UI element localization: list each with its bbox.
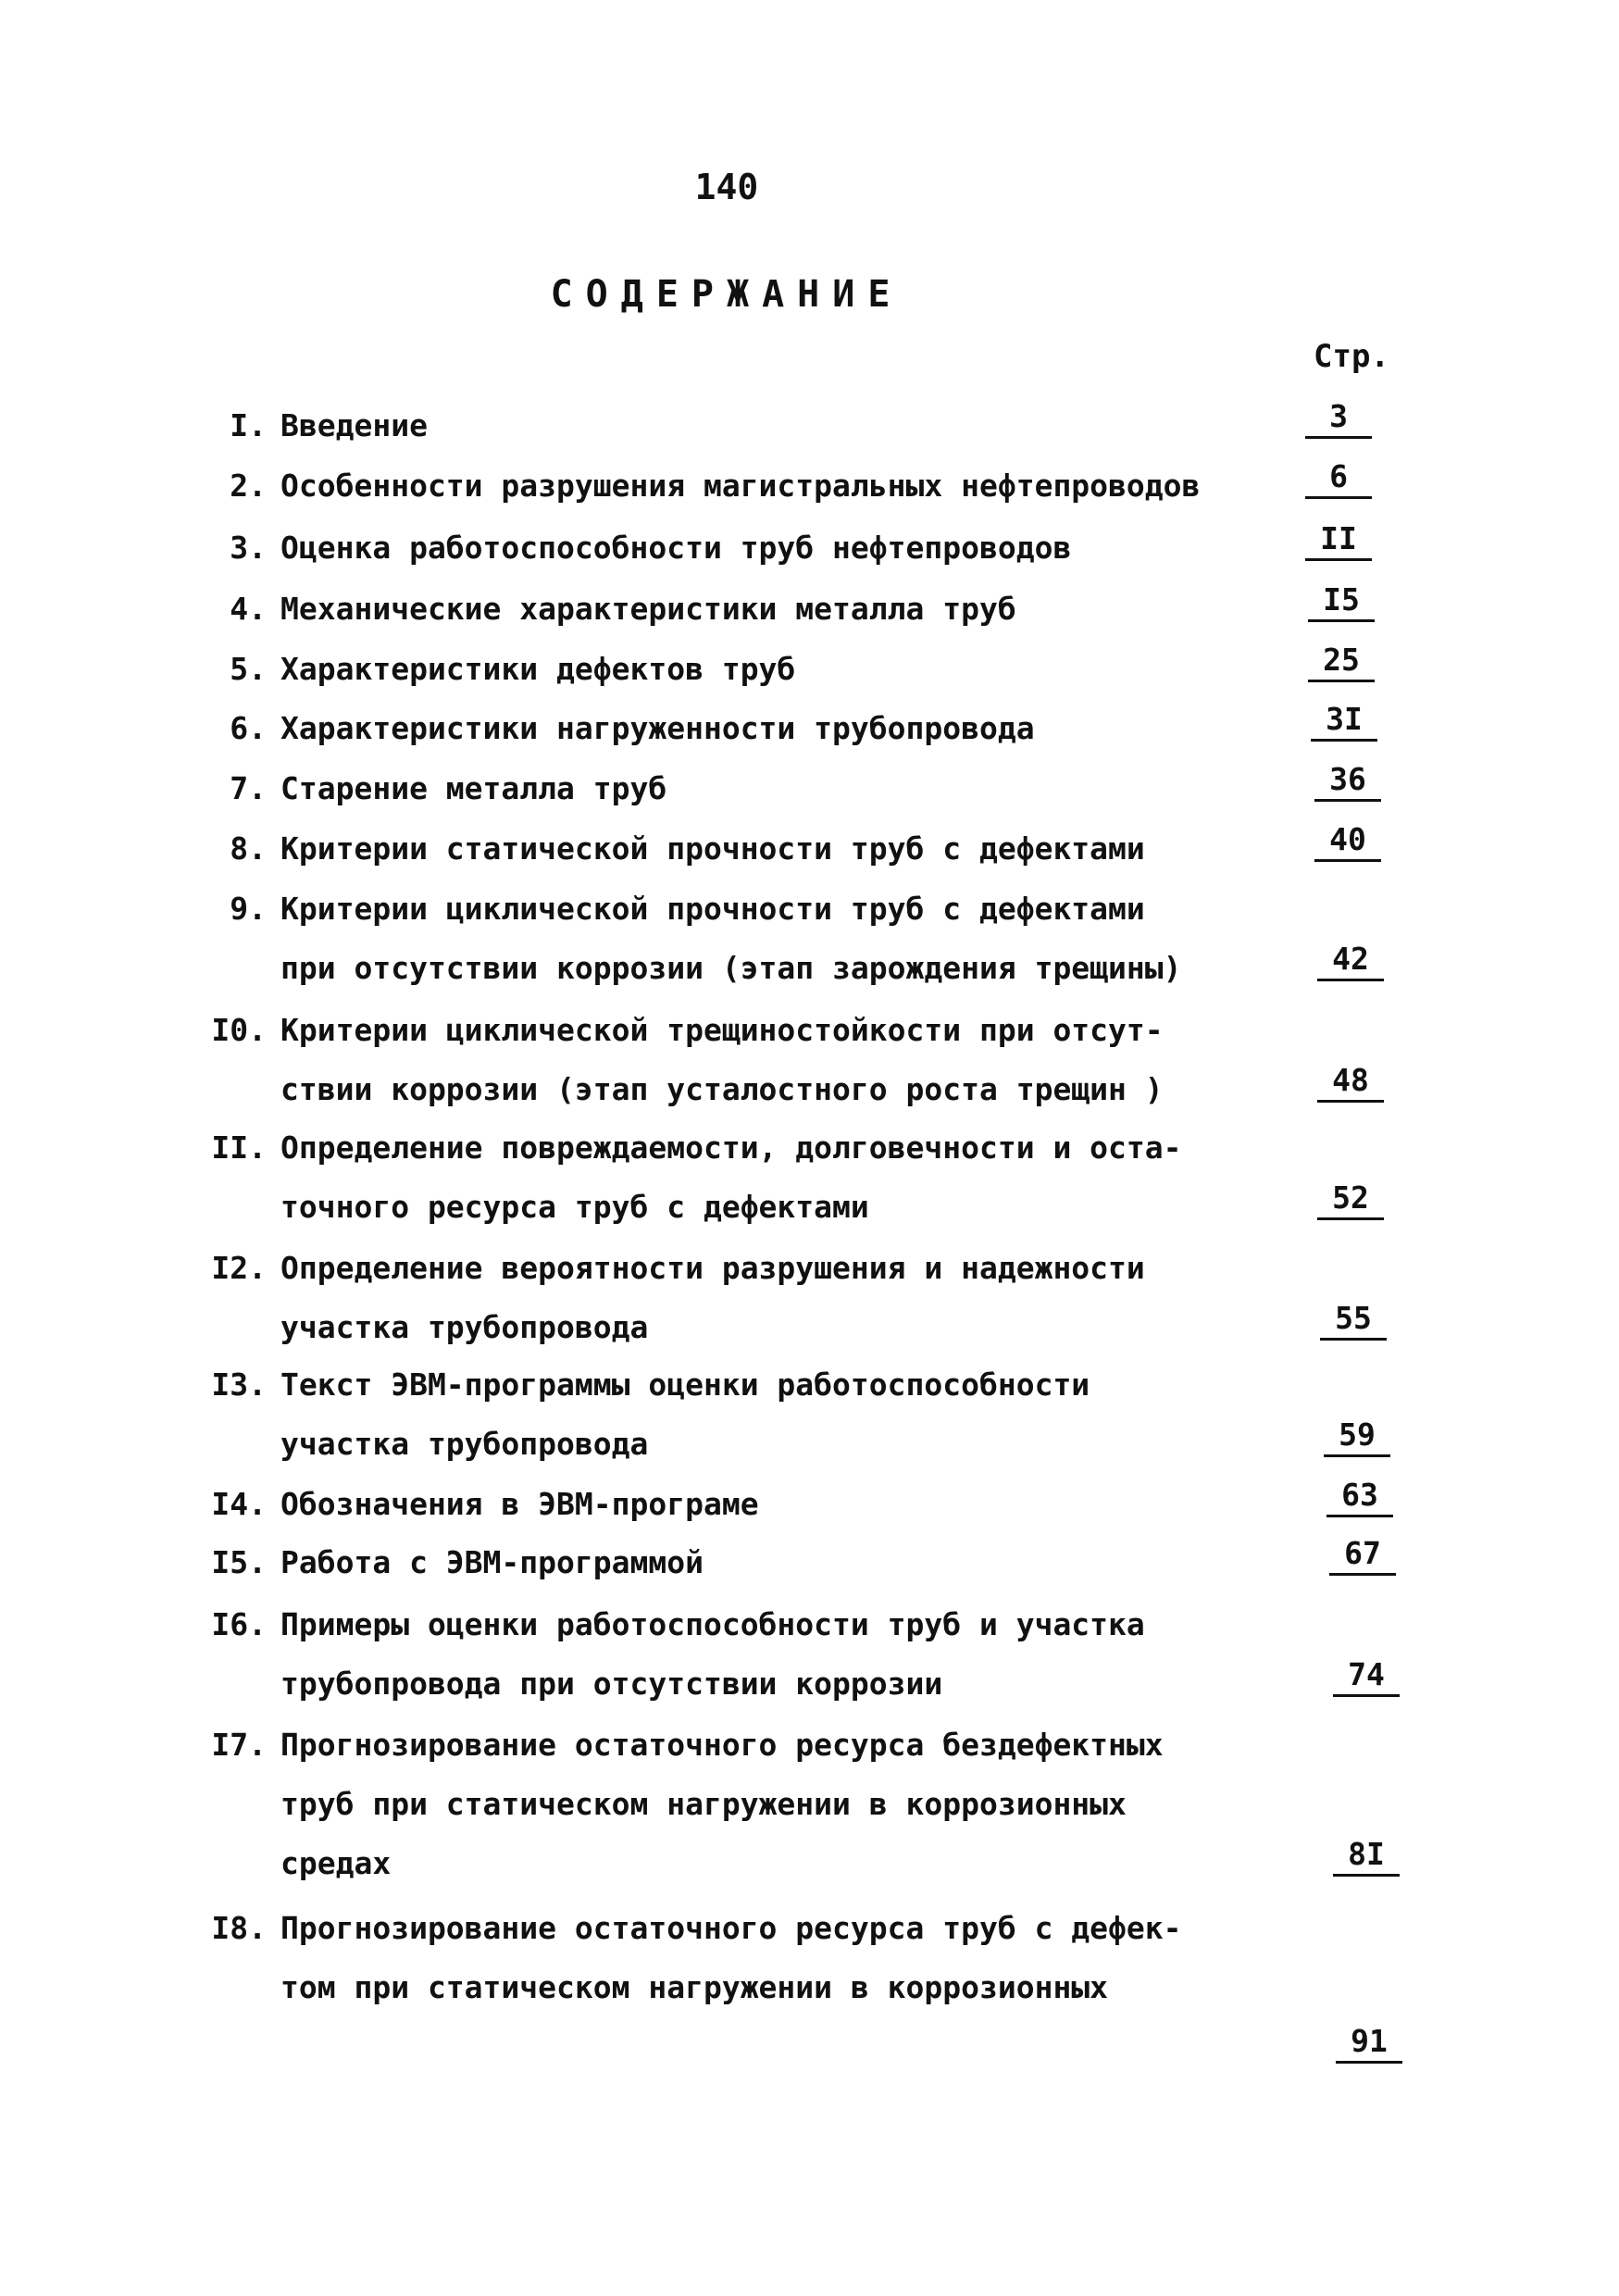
toc-entry-number: I8. (211, 1910, 267, 1946)
toc-entry-number: II. (211, 1129, 267, 1166)
toc-entry-title-line: Оценка работоспособности труб нефтепроводов (280, 530, 1072, 566)
toc-entry-page: 3I (1311, 701, 1377, 742)
toc-entry-number: I4. (211, 1486, 267, 1522)
toc-entry-title-line: Введение (280, 407, 428, 443)
toc-entry-title-line: при отсутствии коррозии (этап зарождения трещины) (280, 950, 1182, 986)
toc-entry-title-line: Определение повреждаемости, долговечности и оста- (280, 1129, 1182, 1166)
toc-entry-page: 52 (1317, 1179, 1384, 1220)
toc-entry-page: 36 (1314, 761, 1381, 802)
toc-entry-title-line: Определение вероятности разрушения и надежности (280, 1250, 1145, 1286)
toc-entry-title-line: Критерии статической прочности труб с дефектами (280, 830, 1145, 867)
toc-entry-title-line: Обозначения в ЭВМ-програме (280, 1486, 759, 1522)
toc-entry-number: I2. (211, 1250, 267, 1286)
toc-entry-page: 74 (1333, 1656, 1400, 1697)
toc-entry-number: 6. (230, 710, 267, 746)
toc-entry-number: 8. (230, 830, 267, 867)
toc-entry-number: I7. (211, 1727, 267, 1763)
toc-entry-page: 59 (1324, 1416, 1390, 1457)
toc-entry-title-line: точного ресурса труб с дефектами (280, 1189, 869, 1225)
toc-entry-title-line: участка трубопровода (280, 1426, 649, 1462)
toc-entry-page: 6 (1305, 458, 1372, 499)
toc-entry-title-line: Характеристики дефектов труб (280, 651, 796, 687)
toc-entry-title-line: Механические характеристики металла труб (280, 591, 1016, 627)
toc-entry-number: 3. (230, 530, 267, 566)
toc-entry-page: 3 (1305, 398, 1372, 439)
toc-entry-page: 40 (1314, 821, 1381, 862)
toc-entry-title-line: Особенности разрушения магистральных нефтепроводов (280, 468, 1201, 504)
toc-entry-title-line: том при статическом нагружении в коррозионных (280, 1969, 1109, 2005)
toc-entry-page: 48 (1317, 1062, 1384, 1103)
toc-entry-page: I5 (1308, 581, 1375, 622)
toc-entry-page: 91 (1336, 2023, 1402, 2064)
toc-entry-number: 5. (230, 651, 267, 687)
toc-entry-title-line: Текст ЭВМ-программы оценки работоспособности (280, 1366, 1090, 1403)
toc-entry-number: 7. (230, 770, 267, 806)
toc-entry-page: II (1305, 520, 1372, 561)
toc-entry-title-line: Прогнозирование остаточного ресурса труб с дефек- (280, 1910, 1182, 1946)
toc-entry-title-line: Критерии циклической трещиностойкости при отсут- (280, 1012, 1164, 1048)
page-number: 140 (694, 167, 759, 207)
toc-entry-page: 67 (1329, 1535, 1396, 1576)
toc-entry-number: I5. (211, 1544, 267, 1580)
toc-entry-title-line: участка трубопровода (280, 1309, 649, 1345)
toc-entry-number: I0. (211, 1012, 267, 1048)
toc-entry-title-line: Прогнозирование остаточного ресурса бездефектных (280, 1727, 1164, 1763)
toc-entry-number: I3. (211, 1366, 267, 1403)
toc-entry-number: 2. (230, 468, 267, 504)
toc-entry-page: 42 (1317, 941, 1384, 981)
toc-entry-title-line: трубопровода при отсутствии коррозии (280, 1666, 943, 1702)
toc-entry-page: 63 (1326, 1477, 1393, 1517)
toc-entry-number: I6. (211, 1606, 267, 1642)
page-title: СОДЕРЖАНИЕ (550, 273, 903, 316)
toc-entry-title-line: Старение металла труб (280, 770, 667, 806)
toc-entry-title-line: Примеры оценки работоспособности труб и участка (280, 1606, 1145, 1642)
toc-entry-number: 4. (230, 591, 267, 627)
toc-entry-title-line: ствии коррозии (этап усталостного роста трещин ) (280, 1071, 1164, 1107)
toc-entry-page: 25 (1308, 642, 1375, 682)
toc-entry-title-line: труб при статическом нагружении в коррозионных (280, 1786, 1127, 1822)
page-column-header: Стр. (1314, 338, 1389, 375)
toc-entry-title-line: Характеристики нагруженности трубопровода (280, 710, 1035, 746)
toc-entry-page: 55 (1320, 1300, 1387, 1341)
toc-entry-page: 8I (1333, 1836, 1400, 1877)
toc-entry-number: 9. (230, 891, 267, 927)
toc-entry-number: I. (230, 407, 267, 443)
toc-entry-title-line: средах (280, 1845, 392, 1881)
toc-entry-title-line: Критерии циклической прочности труб с дефектами (280, 891, 1145, 927)
toc-entry-title-line: Работа с ЭВМ-программой (280, 1544, 704, 1580)
